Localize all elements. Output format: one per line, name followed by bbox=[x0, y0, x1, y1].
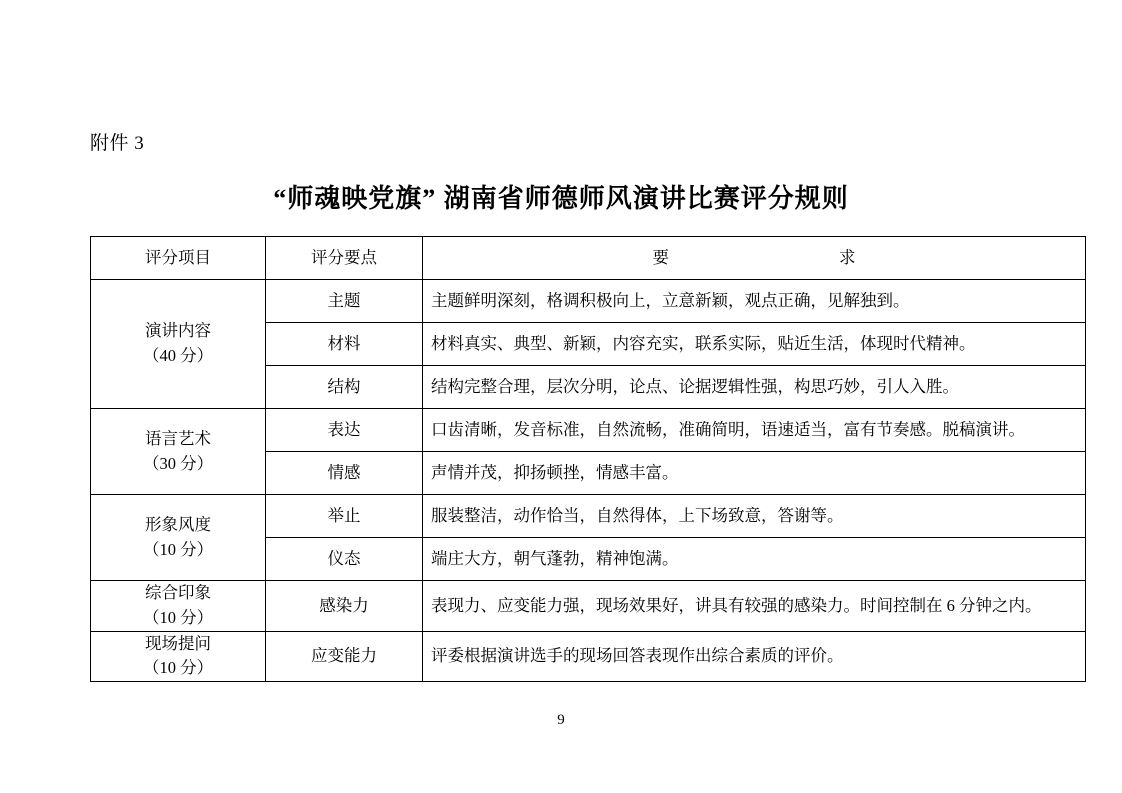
table-header-row bbox=[91, 237, 1086, 280]
table-body bbox=[91, 237, 1086, 682]
group-item-name: 语言艺术 bbox=[145, 428, 211, 448]
group-item-name: 演讲内容 bbox=[145, 321, 211, 341]
group-item-name: 现场提问 bbox=[145, 633, 211, 653]
row-point: 主题 bbox=[266, 280, 423, 323]
group-item-score: （40 分） bbox=[142, 346, 214, 365]
row-point: 表达 bbox=[266, 409, 423, 452]
row-point: 情感 bbox=[266, 452, 423, 495]
row-point: 感染力 bbox=[266, 581, 423, 632]
row-point: 应变能力 bbox=[266, 631, 423, 682]
row-point: 结构 bbox=[266, 366, 423, 409]
group-item-cell bbox=[91, 495, 266, 581]
score-rules-table bbox=[90, 236, 1086, 682]
group-item-cell bbox=[91, 409, 266, 495]
header-cell-requirement bbox=[423, 237, 1086, 280]
group-item-cell bbox=[91, 581, 266, 632]
page-title: “师魂映党旗” 湖南省师德师风演讲比赛评分规则 bbox=[273, 184, 849, 213]
group-item-score: （10 分） bbox=[142, 539, 214, 559]
table-row bbox=[91, 631, 1086, 682]
score-rules-table-wrap bbox=[90, 236, 1042, 682]
group-item-name: 综合印象 bbox=[145, 583, 211, 602]
group-item-score: （10 分） bbox=[142, 658, 214, 678]
row-point: 仪态 bbox=[266, 538, 423, 581]
row-requirement: 材料真实、典型、新颖，内容充实，联系实际，贴近生活，体现时代精神。 bbox=[423, 323, 1086, 366]
group-item-cell bbox=[91, 280, 266, 409]
row-requirement: 声情并茂，抑扬顿挫，情感丰富。 bbox=[423, 452, 1086, 495]
group-item-cell bbox=[91, 631, 266, 682]
page-number: 9 bbox=[557, 712, 565, 728]
row-point: 举止 bbox=[266, 495, 423, 538]
group-item-score: （30 分） bbox=[142, 453, 214, 473]
row-requirement: 结构完整合理，层次分明，论点、论据逻辑性强，构思巧妙，引人入胜。 bbox=[423, 366, 1086, 409]
table-row bbox=[91, 495, 1086, 538]
group-item-name: 形象风度 bbox=[145, 514, 211, 534]
table-row bbox=[91, 581, 1086, 632]
row-requirement: 评委根据演讲选手的现场回答表现作出综合素质的评价。 bbox=[423, 631, 1086, 682]
row-requirement: 服装整洁，动作恰当，自然得体，上下场致意，答谢等。 bbox=[423, 495, 1086, 538]
header-cell-point: 评分要点 bbox=[266, 237, 423, 280]
header-cell-item: 评分项目 bbox=[91, 237, 266, 280]
row-requirement: 表现力、应变能力强，现场效果好，讲具有较强的感染力。时间控制在 6 分钟之内。 bbox=[423, 581, 1086, 632]
header-requirement-left: 要 bbox=[652, 248, 669, 268]
table-row bbox=[91, 280, 1086, 323]
row-requirement: 端庄大方，朝气蓬勃，精神饱满。 bbox=[423, 538, 1086, 581]
group-item-score: （10 分） bbox=[142, 607, 214, 627]
row-requirement: 口齿清晰，发音标准，自然流畅，准确简明，语速适当，富有节奏感。脱稿演讲。 bbox=[423, 409, 1086, 452]
table-row bbox=[91, 409, 1086, 452]
header-requirement-right: 求 bbox=[839, 248, 856, 268]
row-requirement: 主题鲜明深刻，格调积极向上，立意新颖，观点正确，见解独到。 bbox=[423, 280, 1086, 323]
row-point: 材料 bbox=[266, 323, 423, 366]
attachment-label: 附件 3 bbox=[90, 133, 145, 154]
